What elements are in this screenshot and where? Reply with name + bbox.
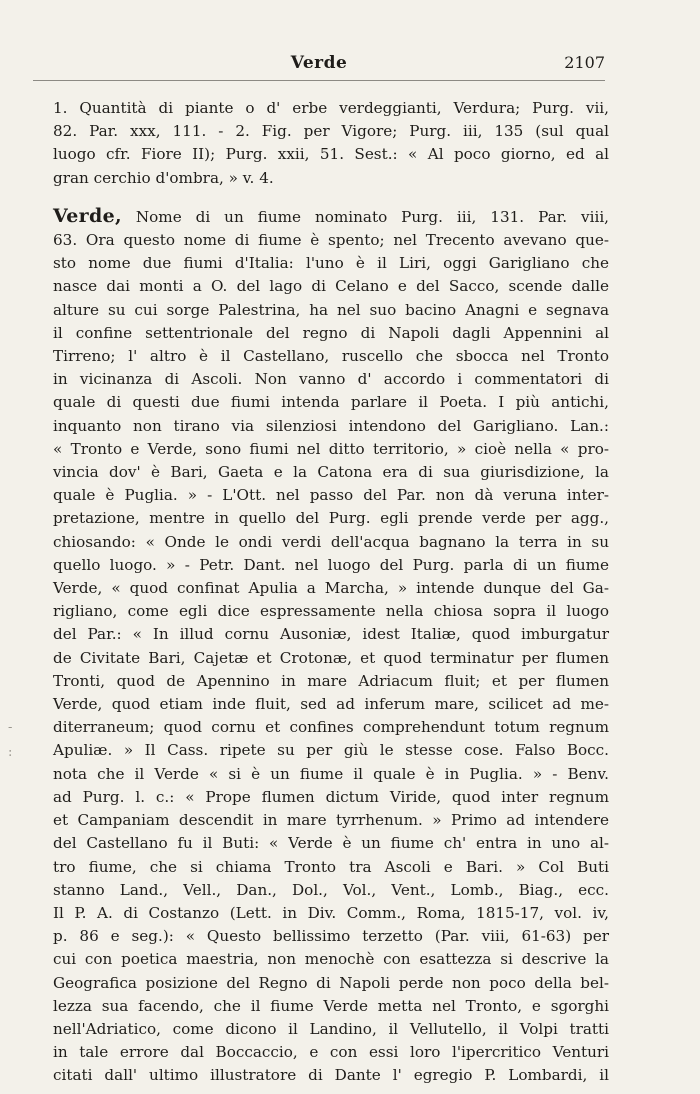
text-line: del Par.: « In illud cornu Ausoniæ, idest Italiæ, quod imburgatur xyxy=(53,625,609,644)
text-line: quale di questi due fiumi intenda parlare il Poeta. I più antichi, xyxy=(53,393,609,412)
text-line: « Tronto e Verde, sono fiumi nel ditto territorio, » cioè nella « pro- xyxy=(53,439,609,458)
text-line: de Civitate Bari, Cajetæ et Crotonæ, et quod terminatur per flumen xyxy=(53,648,609,667)
text-line: alture su cui sorge Palestrina, ha nel suo bacino Anagni e segnava xyxy=(53,300,609,319)
text-line: et Campaniam descendit in mare tyrrhenum. » Primo ad intendere xyxy=(53,811,609,830)
text-line: 1. Quantità di piante o d' erbe verdeggianti, Verdura; Purg. vii, xyxy=(53,99,609,117)
text-line: pretazione, mentre in quello del Purg. egli prende verde per agg., xyxy=(53,509,609,528)
entry-verde xyxy=(53,205,609,1088)
entry-headword: Verde, xyxy=(53,204,122,227)
text-line: diterraneum; quod cornu et confines comprehendunt totum regnum xyxy=(53,718,609,737)
text-line: 82. Par. xxx, 111. - 2. Fig. per Vigore; Purg. iii, 135 (sul qual xyxy=(53,122,609,141)
text-line: inquanto non tirano via silenziosi intendono del Garigliano. Lan.: xyxy=(53,416,609,435)
margin-mark: : xyxy=(8,745,13,760)
text-line: ad Purg. l. c.: « Prope flumen dictum Viride, quod inter regnum xyxy=(53,787,609,806)
text-line: Geografica posizione del Regno di Napoli perde non poco della bel- xyxy=(53,973,609,992)
running-header xyxy=(33,50,605,81)
text-line: vincia dov' è Bari, Gaeta e la Catona era di sua giurisdizione, la xyxy=(53,463,609,482)
text-line: Nome di un fiume nominato Purg. iii, 131. Par. viii, xyxy=(135,207,610,226)
text-line: nasce dai monti a O. del lago di Celano e del Sacco, scende dalle xyxy=(53,277,609,296)
text-line: rigliano, come egli dice espressamente nella chiosa sopra il luogo xyxy=(53,602,609,621)
text-line: Tirreno; l' altro è il Castellano, ruscello che sbocca nel Tronto xyxy=(53,347,609,366)
text-line: Verde, quod etiam inde fluit, sed ad inferum mare, scilicet ad me- xyxy=(53,695,609,714)
text-line: sto nome due fiumi d'Italia: l'uno è il Liri, oggi Garigliano che xyxy=(53,254,609,273)
text-line: cui con poetica maestria, non menochè con esattezza si descrive la xyxy=(53,950,609,969)
text-line: del Castellano fu il Buti: « Verde è un fiume ch' entra in uno al- xyxy=(53,834,609,853)
text-line: Il P. A. di Costanzo (Lett. in Div. Comm., Roma, 1815-17, vol. iv, xyxy=(53,903,609,922)
text-line: Verde, « quod confinat Apulia a Marcha, » intende dunque del Ga- xyxy=(53,579,609,598)
text-line: stanno Land., Vell., Dan., Dol., Vol., Vent., Lomb., Biag., ecc. xyxy=(53,880,609,899)
dictionary-column xyxy=(53,97,609,1088)
text-line: nota che il Verde « si è un fiume il quale è in Puglia. » - Benv. xyxy=(53,764,609,783)
paragraph-verdura xyxy=(53,97,609,190)
text-line: Tronti, quod de Apennino in mare Adriacum fluit; et per flumen xyxy=(53,671,609,690)
text-line: in tale errore dal Boccaccio, e con essi loro l'ipercritico Venturi xyxy=(53,1043,609,1062)
text-line: il confine settentrionale del regno di Napoli dagli Appennini al xyxy=(53,323,609,342)
text-line: luogo cfr. Fiore II); Purg. xxii, 51. Sest.: « Al poco giorno, ed al xyxy=(53,145,609,164)
running-title: Verde xyxy=(290,53,348,73)
text-line: quale è Puglia. » - L'Ott. nel passo del Par. non dà veruna inter- xyxy=(53,486,609,505)
text-line: 63. Ora questo nome di fiume è spento; nel Trecento avevano que- xyxy=(53,231,609,250)
text-line: chiosando: « Onde le ondi verdi dell'acqua bagnano la terra in su xyxy=(53,532,609,551)
text-line: lezza sua facendo, che il fiume Verde metta nel Tronto, e sgorghi xyxy=(53,996,609,1015)
page-number: 2107 xyxy=(564,53,605,72)
text-line: quello luogo. » - Petr. Dant. nel luogo del Purg. parla di un fiume xyxy=(53,555,609,574)
entry-first-line xyxy=(53,205,609,229)
text-line: nell'Adriatico, come dicono il Landino, il Vellutello, il Volpi tratti xyxy=(53,1019,609,1038)
text-line: tro fiume, che si chiama Tronto tra Ascoli e Bari. » Col Buti xyxy=(53,857,609,876)
text-line: gran cerchio d'ombra, » v. 4. xyxy=(53,168,274,187)
text-line: citati dall' ultimo illustratore di Dante l' egregio P. Lombardi, il xyxy=(53,1066,609,1085)
text-line: p. 86 e seg.): « Questo bellissimo terzetto (Par. viii, 61-63) per xyxy=(53,927,609,946)
margin-mark: - xyxy=(8,720,13,735)
text-line: Apuliæ. » Il Cass. ripete su per giù le stesse cose. Falso Bocc. xyxy=(53,741,609,760)
text-line: in vicinanza di Ascoli. Non vanno d' accordo i commentatori di xyxy=(53,370,609,389)
